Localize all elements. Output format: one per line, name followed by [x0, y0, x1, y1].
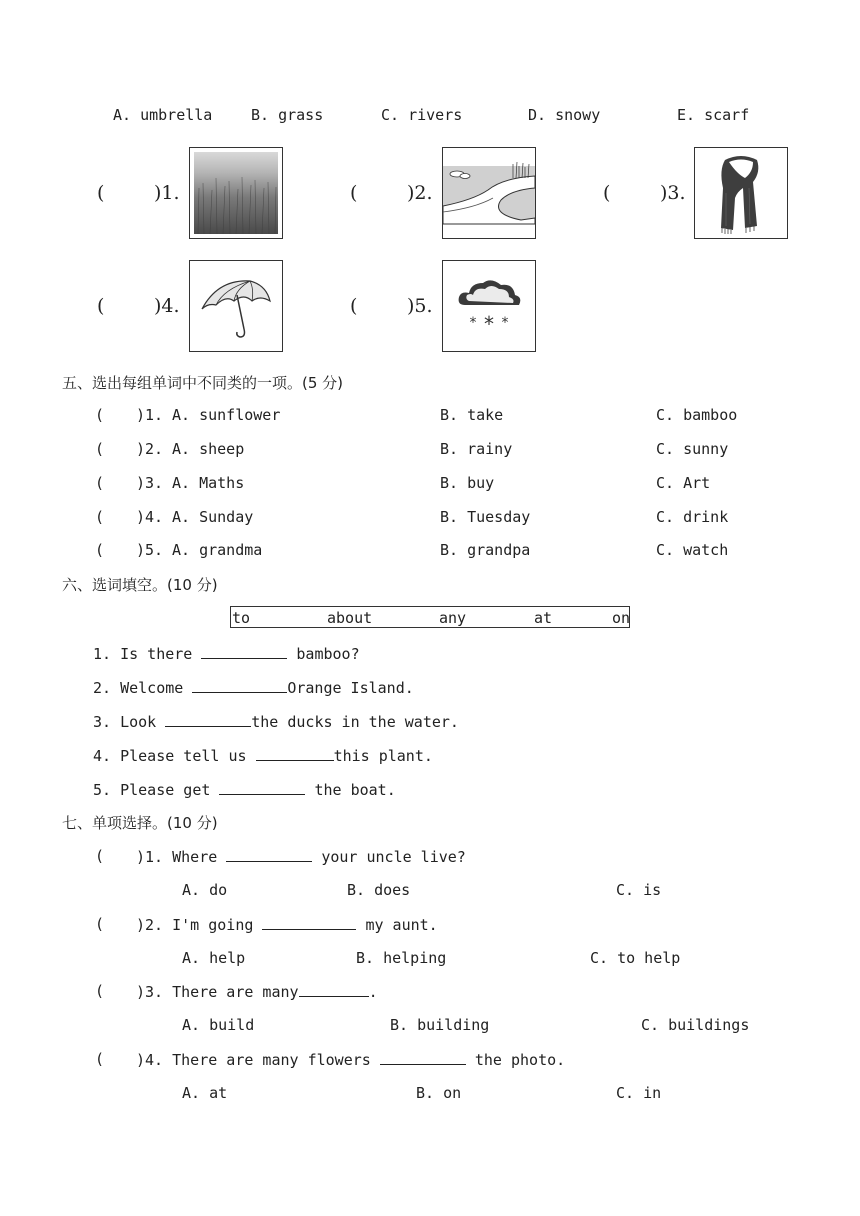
sentence-text: 3. Look — [93, 713, 166, 731]
answer-blank[interactable] — [192, 678, 287, 693]
question-text: . — [368, 983, 378, 1001]
choice-a: A. do — [182, 881, 228, 899]
choice-c: C. to help — [590, 949, 681, 967]
picture-number-4: )4. — [154, 295, 180, 317]
river-image — [442, 147, 536, 239]
umbrella-image — [189, 260, 283, 352]
choice-b: B. on — [416, 1084, 462, 1102]
svg-text:*: * — [501, 315, 509, 331]
sentence-text: bamboo? — [287, 645, 360, 663]
fill-sentence-3 — [93, 712, 459, 731]
answer-paren[interactable]: ( — [95, 474, 105, 492]
word-bank-item: to — [232, 609, 251, 627]
sentence-text: the ducks in the water. — [251, 713, 459, 731]
answer-paren-3[interactable]: ( — [603, 182, 611, 204]
choice-b: B. helping — [356, 949, 447, 967]
sentence-text: 1. Is there — [93, 645, 202, 663]
choice-b: B. grandpa — [440, 541, 531, 559]
sentence-text: this plant. — [333, 747, 433, 765]
fill-sentence-5 — [93, 780, 396, 799]
grass-field-image — [189, 147, 283, 239]
answer-blank[interactable] — [226, 847, 312, 862]
option-e: E. scarf — [677, 106, 750, 124]
answer-paren-4[interactable]: ( — [97, 295, 105, 317]
answer-paren[interactable]: ( — [95, 406, 105, 424]
scarf-image — [694, 147, 788, 239]
question-text: the photo. — [465, 1051, 566, 1069]
word-bank — [230, 606, 630, 628]
question-number: )2. — [136, 440, 164, 458]
word-bank-item: about — [327, 609, 373, 627]
option-c: C. rivers — [381, 106, 463, 124]
choice-a: A. grandma — [172, 541, 263, 559]
choice-b: B. take — [440, 406, 504, 424]
choice-b: B. does — [347, 881, 411, 899]
picture-number-2: )2. — [407, 182, 433, 204]
answer-paren-5[interactable]: ( — [350, 295, 358, 317]
fill-sentence-1 — [93, 644, 360, 663]
question-text: my aunt. — [356, 916, 438, 934]
fill-sentence-4 — [93, 746, 433, 765]
option-a: A. umbrella — [113, 106, 213, 124]
answer-paren[interactable]: ( — [95, 1050, 105, 1068]
answer-blank[interactable] — [219, 780, 305, 795]
choice-c: C. is — [616, 881, 662, 899]
sentence-text: 2. Welcome — [93, 679, 193, 697]
sentence-text: Orange Island. — [287, 679, 414, 697]
answer-blank[interactable] — [380, 1050, 466, 1065]
word-bank-item: any — [439, 609, 467, 627]
choice-c: C. watch — [656, 541, 729, 559]
svg-text:*: * — [484, 312, 494, 336]
mc-question-3 — [136, 982, 378, 1001]
choice-a: A. Maths — [172, 474, 245, 492]
answer-paren[interactable]: ( — [95, 508, 105, 526]
picture-number-1: )1. — [154, 182, 180, 204]
choice-b: B. rainy — [440, 440, 513, 458]
sentence-text: the boat. — [305, 781, 396, 799]
answer-paren[interactable]: ( — [95, 847, 105, 865]
answer-blank[interactable] — [201, 644, 287, 659]
option-d: D. snowy — [528, 106, 601, 124]
question-number: )4. — [136, 508, 164, 526]
choice-b: B. Tuesday — [440, 508, 531, 526]
section5-title: 五、选出每组单词中不同类的一项。(5 分) — [62, 374, 344, 392]
question-number: )5. — [136, 541, 164, 559]
choice-c: C. Art — [656, 474, 711, 492]
picture-number-5: )5. — [407, 295, 433, 317]
answer-paren[interactable]: ( — [95, 982, 105, 1000]
answer-blank[interactable] — [262, 915, 356, 930]
answer-blank[interactable] — [299, 982, 369, 997]
question-text: your uncle live? — [312, 848, 466, 866]
choice-a: A. help — [182, 949, 246, 967]
choice-b: B. buy — [440, 474, 495, 492]
choice-c: C. sunny — [656, 440, 729, 458]
answer-paren[interactable]: ( — [95, 440, 105, 458]
choice-c: C. drink — [656, 508, 729, 526]
snowy-weather-image — [442, 260, 536, 352]
choice-a: A. sheep — [172, 440, 245, 458]
sentence-text: 5. Please get — [93, 781, 220, 799]
mc-question-2 — [136, 915, 438, 934]
answer-paren-1[interactable]: ( — [97, 182, 105, 204]
choice-a: A. sunflower — [172, 406, 281, 424]
choice-c: C. bamboo — [656, 406, 738, 424]
question-text: )2. I'm going — [136, 916, 263, 934]
picture-number-3: )3. — [660, 182, 686, 204]
mc-question-4 — [136, 1050, 565, 1069]
answer-paren-2[interactable]: ( — [350, 182, 358, 204]
mc-question-1 — [136, 847, 466, 866]
sentence-text: 4. Please tell us — [93, 747, 256, 765]
choice-c: C. in — [616, 1084, 662, 1102]
choice-a: A. build — [182, 1016, 255, 1034]
fill-sentence-2 — [93, 678, 414, 697]
section7-title: 七、单项选择。(10 分) — [62, 814, 218, 832]
answer-blank[interactable] — [165, 712, 251, 727]
choice-b: B. building — [390, 1016, 490, 1034]
question-text: )4. There are many flowers — [136, 1051, 380, 1069]
word-bank-item: on — [612, 609, 631, 627]
answer-blank[interactable] — [256, 746, 334, 761]
choice-a: A. at — [182, 1084, 228, 1102]
answer-paren[interactable]: ( — [95, 915, 105, 933]
word-bank-item: at — [534, 609, 553, 627]
answer-paren[interactable]: ( — [95, 541, 105, 559]
option-b: B. grass — [251, 106, 324, 124]
svg-text:*: * — [469, 315, 477, 331]
choice-a: A. Sunday — [172, 508, 254, 526]
section6-title: 六、选词填空。(10 分) — [62, 576, 218, 594]
question-number: )1. — [136, 406, 164, 424]
question-number: )3. — [136, 474, 164, 492]
question-text: )1. Where — [136, 848, 227, 866]
question-text: )3. There are many — [136, 983, 299, 1001]
choice-c: C. buildings — [641, 1016, 750, 1034]
